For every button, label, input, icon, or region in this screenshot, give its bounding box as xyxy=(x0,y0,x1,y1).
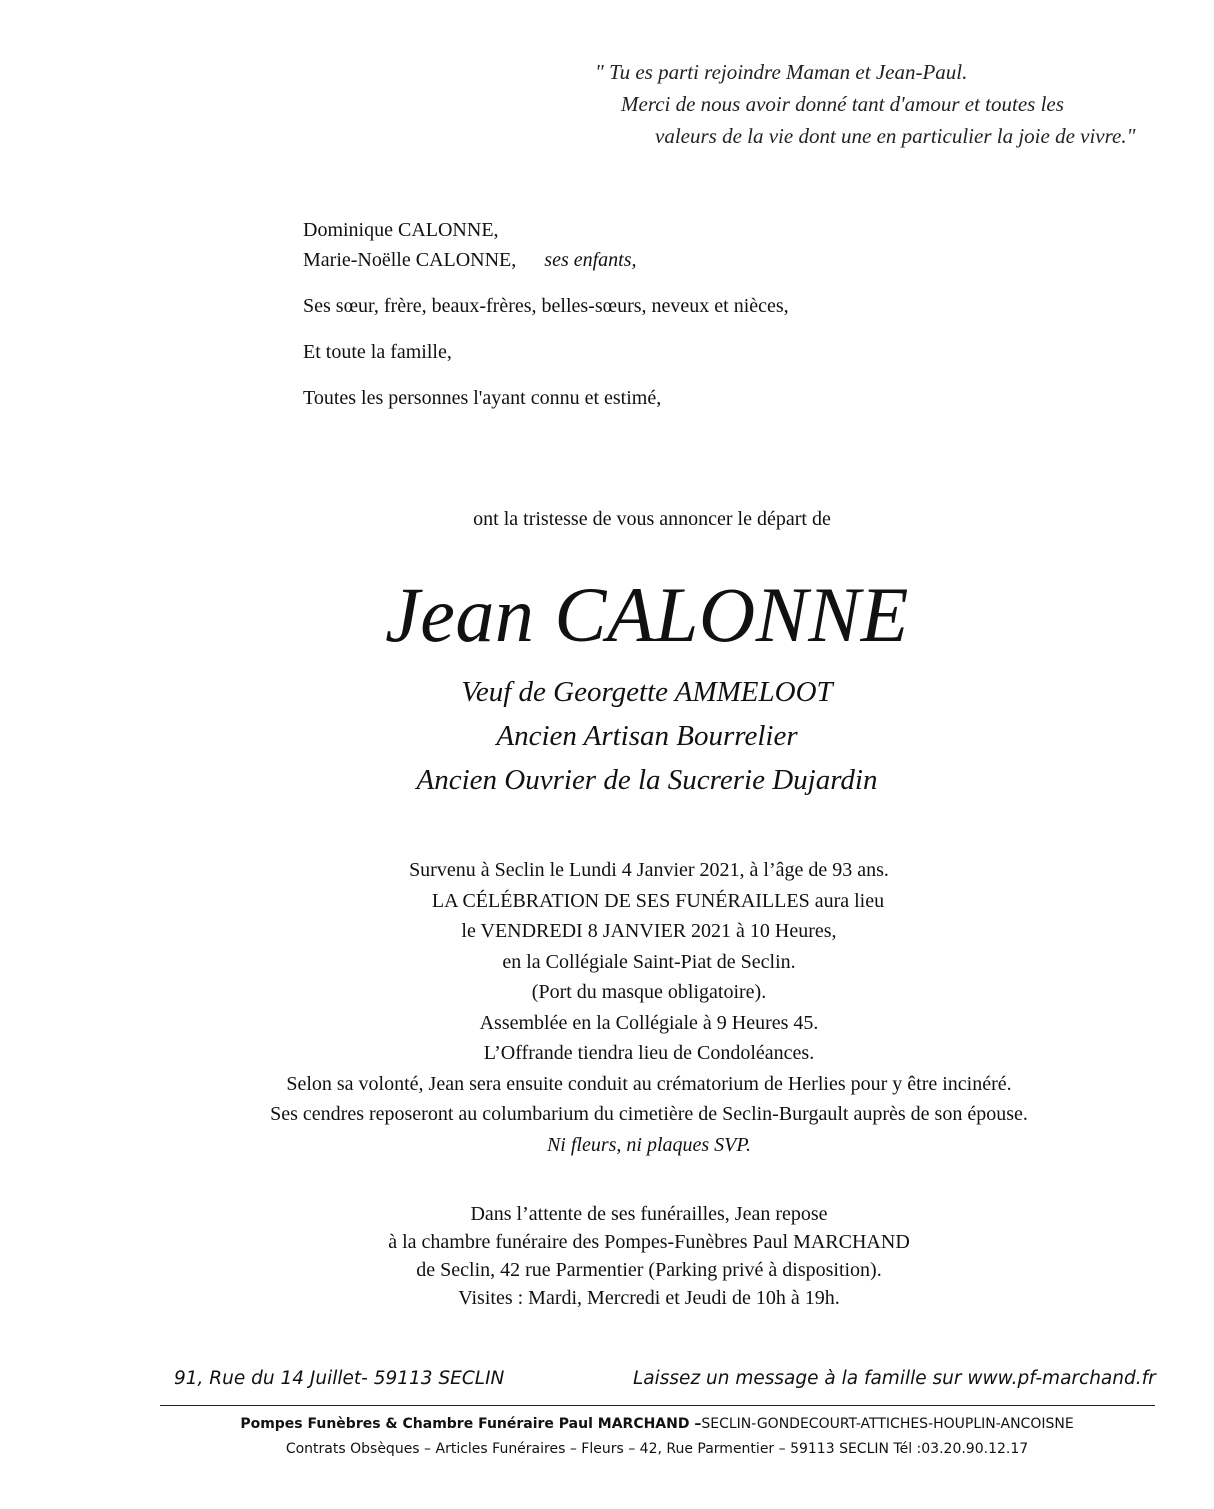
footer-divider xyxy=(160,1405,1155,1406)
footer-message: Laissez un message à la famille sur www.pf-marchand.fr xyxy=(633,1368,1156,1389)
funeral-details xyxy=(42,855,1214,1160)
company-locations: SECLIN-GONDECOURT-ATTICHES-HOUPLIN-ANCOISNE xyxy=(701,1416,1074,1432)
friends-line: Toutes les personnes l'ayant connu et estimé, xyxy=(303,387,662,409)
visit-line-4: Visites : Mardi, Mercredi et Jeudi de 10h à 19h. xyxy=(458,1287,840,1309)
details-line-2: LA CÉLÉBRATION DE SES FUNÉRAILLES aura lieu xyxy=(431,889,885,912)
quote-line-2: Merci de nous avoir donné tant d'amour et toutes les xyxy=(621,92,1064,116)
visit-line-1: Dans l’attente de ses funérailles, Jean repose xyxy=(470,1203,828,1225)
children-role: ses enfants, xyxy=(544,249,637,271)
title-occupation-1: Ancien Artisan Bourrelier xyxy=(496,720,798,752)
visit-line-2: à la chambre funéraire des Pompes-Funèbres Paul MARCHAND xyxy=(388,1231,910,1253)
footer-services: Contrats Obsèques – Articles Funéraires – Fleurs – 42, Rue Parmentier – 59113 SECLIN Tél :03.20.90.12.17 xyxy=(285,1441,1029,1457)
details-line-3: le VENDREDI 8 JANVIER 2021 à 10 Heures, xyxy=(461,920,837,942)
epitaph-quote xyxy=(595,56,1195,152)
company-name: Pompes Funèbres & Chambre Funéraire Paul MARCHAND – xyxy=(240,1416,702,1432)
child-2-row xyxy=(303,245,789,275)
visit-line-3: de Seclin, 42 rue Parmentier (Parking privé à disposition). xyxy=(416,1259,882,1281)
family-list xyxy=(303,215,789,413)
details-line-1: Survenu à Seclin le Lundi 4 Janvier 2021, à l’âge de 93 ans. xyxy=(409,859,889,881)
deceased-titles xyxy=(40,670,1214,802)
deceased-name: Jean CALONNE xyxy=(385,571,909,658)
details-line-7: L’Offrande tiendra lieu de Condoléances. xyxy=(483,1042,815,1064)
footer-address: 91, Rue du 14 Juillet- 59113 SECLIN xyxy=(174,1368,505,1389)
family-line: Et toute la famille, xyxy=(303,341,452,363)
visitation-info xyxy=(42,1200,1214,1312)
relatives-line: Ses sœur, frère, beaux-frères, belles-sœurs, neveux et nièces, xyxy=(303,295,789,317)
quote-line-1: " Tu es parti rejoindre Maman et Jean-Paul. xyxy=(595,60,968,84)
child-2: Marie-Noëlle CALONNE, xyxy=(303,249,517,271)
details-line-9: Ses cendres reposeront au columbarium du cimetière de Seclin-Burgault auprès de son épouse. xyxy=(270,1103,1028,1125)
title-widower: Veuf de Georgette AMMELOOT xyxy=(461,676,833,708)
details-line-4: en la Collégiale Saint-Piat de Seclin. xyxy=(502,950,796,973)
details-line-10: Ni fleurs, ni plaques SVP. xyxy=(546,1133,752,1156)
details-line-8: Selon sa volonté, Jean sera ensuite conduit au crématorium de Herlies pour y être incinéré. xyxy=(286,1072,1012,1095)
announcement-text: ont la tristesse de vous annoncer le départ de xyxy=(473,508,831,530)
details-line-6: Assemblée en la Collégiale à 9 Heures 45. xyxy=(479,1011,819,1034)
quote-line-3: valeurs de la vie dont une en particulier la joie de vivre." xyxy=(655,124,1136,148)
title-occupation-2: Ancien Ouvrier de la Sucrerie Dujardin xyxy=(416,764,878,796)
child-1: Dominique CALONNE, xyxy=(303,219,499,241)
details-line-5: (Port du masque obligatoire). xyxy=(531,981,767,1003)
footer-company xyxy=(50,1416,1214,1432)
